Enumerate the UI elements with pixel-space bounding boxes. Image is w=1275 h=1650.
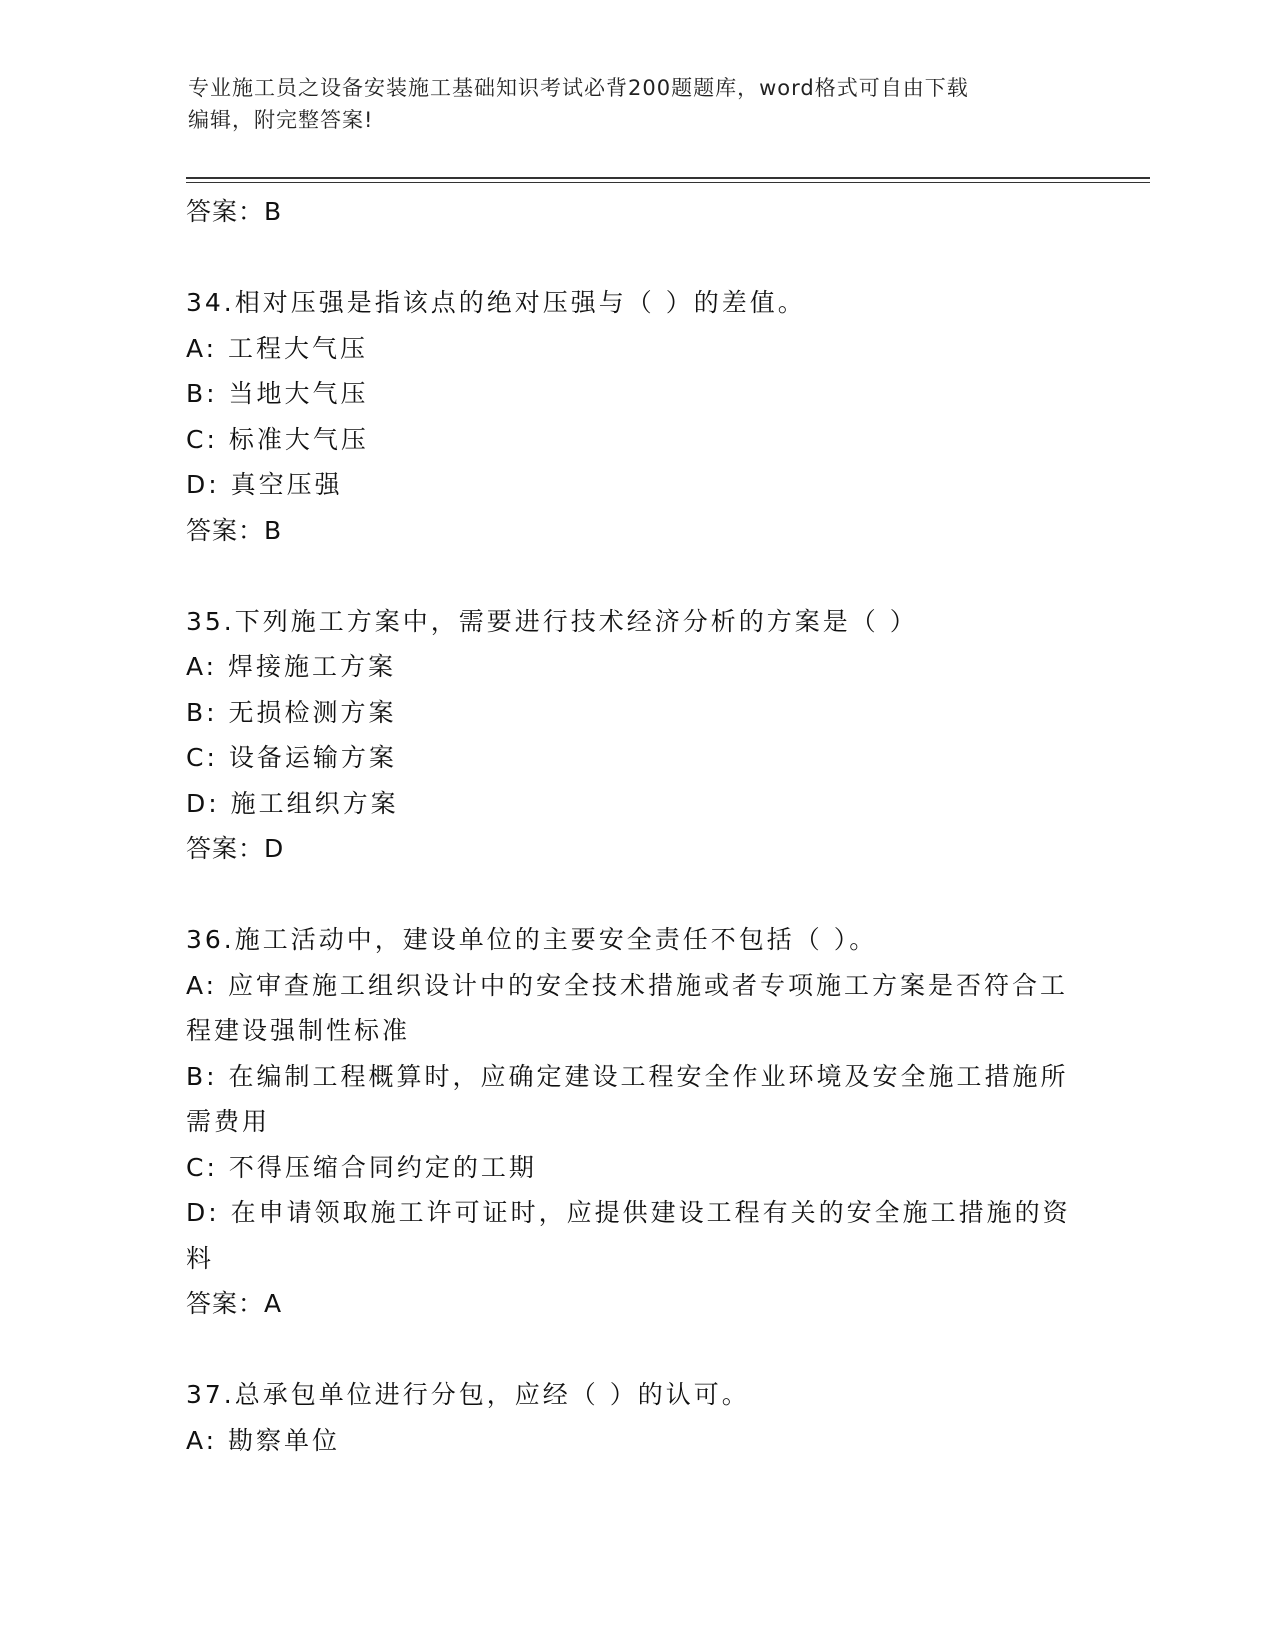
question-stem: 34.相对压强是指该点的绝对压强与（ ）的差值。 [186, 288, 806, 317]
answer: 答案：A [186, 1289, 283, 1318]
question-stem: 37.总承包单位进行分包，应经（ ）的认可。 [186, 1380, 750, 1409]
spacer [186, 553, 1086, 599]
option-b: B: 当地大气压 [186, 379, 369, 408]
question-36 [186, 917, 1086, 1327]
option-a: A: 工程大气压 [186, 333, 369, 363]
option-a: A: 焊接施工方案 [186, 652, 397, 681]
spacer [186, 872, 1086, 918]
question-34 [186, 280, 1086, 553]
question-37 [186, 1372, 1086, 1463]
option-c: C: 标准大气压 [186, 424, 369, 454]
spacer [186, 235, 1086, 281]
header-line-1: 专业施工员之设备安装施工基础知识考试必背200题题库，word格式可自由下载 [188, 76, 969, 100]
answer: 答案：D [186, 834, 285, 863]
option-c: C: 设备运输方案 [186, 743, 397, 772]
spacer [186, 1327, 1086, 1373]
option-a: A: 勘察单位 [186, 1425, 341, 1455]
previous-answer: 答案：B [186, 197, 283, 226]
option-d: D: 施工组织方案 [186, 788, 399, 818]
option-d: D: 在申请领取施工许可证时，应提供建设工程有关的安全施工措施的资料 [186, 1198, 1071, 1273]
document-header [188, 72, 1088, 136]
document-body [186, 189, 1086, 1463]
option-d: D: 真空压强 [186, 470, 343, 499]
header-divider-thick [186, 177, 1150, 179]
header-line-2: 编辑，附完整答案! [188, 108, 374, 132]
header-divider-thin [186, 182, 1150, 183]
answer: 答案：B [186, 515, 283, 545]
option-c: C: 不得压缩合同约定的工期 [186, 1152, 537, 1182]
question-35 [186, 599, 1086, 872]
option-b: B: 在编制工程概算时，应确定建设工程安全作业环境及安全施工措施所需费用 [186, 1061, 1069, 1136]
question-stem: 35.下列施工方案中，需要进行技术经济分析的方案是（ ） [186, 606, 918, 636]
option-a: A: 应审查施工组织设计中的安全技术措施或者专项施工方案是否符合工程建设强制性标准 [186, 970, 1069, 1045]
option-b: B: 无损检测方案 [186, 697, 397, 727]
question-stem: 36.施工活动中，建设单位的主要安全责任不包括（ ）。 [186, 925, 878, 954]
